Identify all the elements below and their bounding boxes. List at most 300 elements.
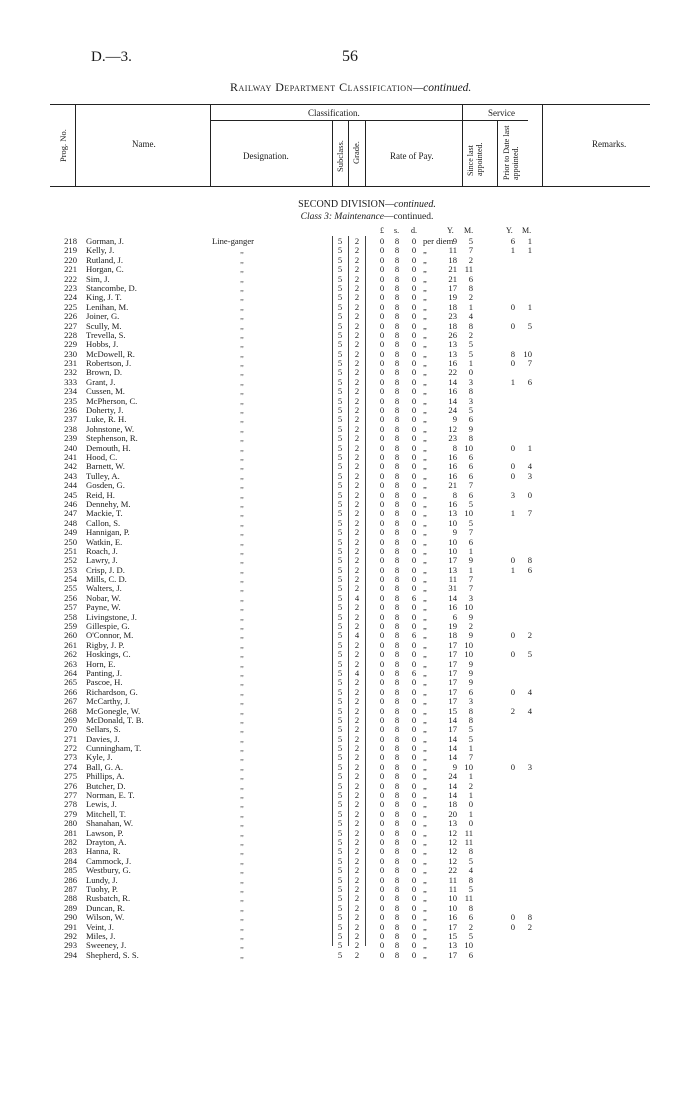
shillings-cell: 8 — [394, 611, 400, 622]
prior-to-date-text: Prior to Date last appointed. — [502, 125, 520, 180]
name-cell: Mackie, T. — [86, 508, 123, 519]
name-cell: Gillespie, G. — [86, 621, 130, 632]
name-cell: McDonald, T. B. — [86, 714, 144, 725]
name-cell: Demouth, H. — [86, 442, 131, 453]
designation-cell: „ — [240, 893, 244, 904]
since-years-cell: 14 — [448, 743, 457, 754]
pounds-cell: 0 — [379, 949, 385, 960]
name-cell: Sellars, S. — [86, 724, 121, 735]
shillings-cell: 8 — [394, 367, 400, 378]
prior-years-cell: 1 — [510, 376, 515, 387]
prog-no-cell: 282 — [64, 837, 77, 847]
designation-cell: „ — [240, 649, 244, 660]
name-cell: Nobar, W. — [86, 592, 121, 603]
name-cell: Rutland, J. — [86, 254, 124, 265]
shillings-cell: 8 — [394, 536, 400, 547]
pounds-cell: 0 — [379, 733, 385, 744]
since-years-cell: 11 — [448, 245, 457, 256]
pence-cell: 0 — [411, 508, 417, 519]
name-cell: Veint, J. — [86, 921, 114, 932]
designation-cell: „ — [240, 790, 244, 801]
since-years-cell: 12 — [448, 423, 457, 434]
subclass-cell: 5 — [337, 837, 343, 847]
subclass-cell: 5 — [337, 639, 343, 650]
shillings-cell: 8 — [394, 292, 400, 303]
pence-cell: 0 — [411, 705, 417, 716]
name-cell: Kelly, J. — [86, 245, 115, 256]
subclass-cell: 5 — [337, 818, 343, 829]
since-months-cell: 4 — [468, 865, 473, 876]
per-cell: „ — [423, 574, 427, 585]
pence-cell: 0 — [411, 358, 417, 369]
since-years-cell: 9 — [452, 236, 457, 246]
pence-cell: 0 — [411, 545, 417, 556]
since-years-cell: 24 — [448, 771, 457, 782]
prior-months-cell: 1 — [527, 236, 532, 246]
since-years-cell: 22 — [448, 865, 457, 876]
since-years-cell: 17 — [448, 724, 457, 735]
designation-cell: „ — [240, 386, 244, 397]
grade-cell: 2 — [354, 696, 360, 707]
per-cell: „ — [423, 883, 427, 894]
grade-cell: 4 — [354, 667, 360, 678]
grade-cell: 2 — [354, 649, 360, 660]
grade-cell: 2 — [354, 376, 360, 387]
shillings-cell: 8 — [394, 743, 400, 754]
subclass-cell: 5 — [337, 498, 343, 509]
subclass-cell: 5 — [337, 752, 343, 763]
since-years-cell: 15 — [448, 930, 457, 941]
name-cell: Callon, S. — [86, 517, 121, 528]
designation-cell: „ — [240, 912, 244, 923]
pounds-cell: 0 — [379, 264, 385, 275]
prog-no-cell: 220 — [64, 254, 77, 265]
pounds-cell: 0 — [379, 846, 385, 857]
table-row — [0, 951, 700, 960]
designation-cell: „ — [240, 348, 244, 359]
pence-cell: 0 — [411, 930, 417, 941]
since-years-cell: 16 — [448, 498, 457, 509]
per-cell: „ — [423, 282, 427, 293]
since-years-cell: 31 — [448, 583, 457, 594]
subclass-cell: 5 — [337, 480, 343, 491]
prog-no-cell: 226 — [64, 311, 77, 322]
subclass-cell: 5 — [337, 376, 343, 387]
prog-no-cell: 221 — [64, 264, 77, 275]
prior-years-cell: 8 — [510, 348, 515, 359]
prior-years-cell: 0 — [510, 921, 515, 932]
since-years-cell: 14 — [448, 376, 457, 387]
pounds-cell: 0 — [379, 311, 385, 322]
name-cell: Scully, M. — [86, 320, 122, 331]
per-cell: „ — [423, 949, 427, 960]
since-months-cell: 6 — [468, 451, 473, 462]
since-months-cell: 7 — [468, 583, 473, 594]
since-months-cell: 2 — [468, 254, 473, 265]
name-cell: Rigby, J. P. — [86, 639, 125, 650]
since-months-cell: 6 — [468, 273, 473, 284]
since-years-cell: 16 — [448, 912, 457, 923]
remarks-heading: Remarks. — [592, 139, 627, 149]
designation-cell: „ — [240, 761, 244, 772]
designation-cell: „ — [240, 874, 244, 885]
col-rule-4 — [348, 120, 349, 186]
pounds-cell: 0 — [379, 367, 385, 378]
per-cell: „ — [423, 818, 427, 829]
subclass-cell: 5 — [337, 649, 343, 660]
designation-cell: „ — [240, 414, 244, 425]
pence-cell: 0 — [411, 639, 417, 650]
unit-months-1: M. — [464, 226, 474, 235]
since-months-cell: 9 — [468, 677, 473, 688]
designation-cell: „ — [240, 329, 244, 340]
subclass-cell: 5 — [337, 470, 343, 481]
prog-no-cell: 259 — [64, 621, 77, 632]
designation-cell: „ — [240, 320, 244, 331]
shillings-cell: 8 — [394, 451, 400, 462]
subclass-cell: 5 — [337, 874, 343, 885]
prior-months-cell: 8 — [527, 912, 532, 923]
since-months-cell: 10 — [464, 639, 473, 650]
shillings-cell: 8 — [394, 423, 400, 434]
shillings-cell: 8 — [394, 771, 400, 782]
pounds-cell: 0 — [379, 442, 385, 453]
grade-cell: 2 — [354, 367, 360, 378]
designation-cell: „ — [240, 536, 244, 547]
grade-cell: 2 — [354, 705, 360, 716]
since-months-cell: 6 — [468, 686, 473, 697]
shillings-cell: 8 — [394, 799, 400, 810]
since-months-cell: 6 — [468, 461, 473, 472]
pence-cell: 0 — [411, 837, 417, 847]
since-months-cell: 8 — [468, 433, 473, 444]
since-months-cell: 7 — [468, 480, 473, 491]
grade-cell: 2 — [354, 433, 360, 444]
name-cell: Stancombe, D. — [86, 282, 137, 293]
pounds-cell: 0 — [379, 940, 385, 951]
prior-months-cell: 2 — [527, 921, 532, 932]
since-months-cell: 6 — [468, 470, 473, 481]
designation-cell: „ — [240, 470, 244, 481]
per-cell: „ — [423, 301, 427, 312]
pounds-cell: 0 — [379, 517, 385, 528]
name-cell: Robertson, J. — [86, 358, 132, 369]
pence-cell: 0 — [411, 771, 417, 782]
pounds-cell: 0 — [379, 837, 385, 847]
pence-cell: 0 — [411, 846, 417, 857]
name-cell: Grant, J. — [86, 376, 116, 387]
subclass-cell: 5 — [337, 264, 343, 275]
grade-cell: 2 — [354, 527, 360, 538]
subclass-cell: 5 — [337, 282, 343, 293]
since-months-cell: 7 — [468, 752, 473, 763]
per-cell: „ — [423, 743, 427, 754]
pounds-cell: 0 — [379, 245, 385, 256]
pounds-cell: 0 — [379, 874, 385, 885]
shillings-cell: 8 — [394, 677, 400, 688]
since-months-cell: 3 — [468, 376, 473, 387]
shillings-cell: 8 — [394, 846, 400, 857]
prior-years-cell: 0 — [510, 320, 515, 331]
pounds-cell: 0 — [379, 329, 385, 340]
shillings-cell: 8 — [394, 236, 400, 246]
per-cell: „ — [423, 311, 427, 322]
designation-cell: „ — [240, 865, 244, 876]
subclass-cell: 5 — [337, 921, 343, 932]
header-top-rule — [50, 104, 650, 105]
pence-cell: 0 — [411, 414, 417, 425]
prog-no-cell: 272 — [64, 743, 77, 754]
subclass-cell: 5 — [337, 714, 343, 725]
grade-cell: 2 — [354, 282, 360, 293]
prog-no-cell: 266 — [64, 686, 77, 697]
col-rule-8 — [542, 104, 543, 186]
designation-cell: „ — [240, 837, 244, 847]
prior-years-cell: 6 — [510, 236, 515, 246]
since-years-cell: 8 — [452, 489, 457, 500]
pounds-cell: 0 — [379, 489, 385, 500]
name-cell: Hood, C. — [86, 451, 118, 462]
subclass-cell: 5 — [337, 705, 343, 716]
prog-no-cell: 248 — [64, 517, 77, 528]
subclass-cell: 5 — [337, 827, 343, 838]
subclass-cell: 5 — [337, 301, 343, 312]
prog-no-cell: 268 — [64, 705, 77, 716]
prior-years-cell: 0 — [510, 761, 515, 772]
designation-cell: „ — [240, 358, 244, 369]
shillings-cell: 8 — [394, 405, 400, 416]
name-cell: Pascoe, H. — [86, 677, 123, 688]
since-years-cell: 13 — [448, 940, 457, 951]
pounds-cell: 0 — [379, 461, 385, 472]
prog-no-cell: 257 — [64, 602, 77, 613]
pounds-cell: 0 — [379, 395, 385, 406]
subclass-cell: 5 — [337, 930, 343, 941]
pence-cell: 6 — [411, 592, 417, 603]
shillings-cell: 8 — [394, 245, 400, 256]
since-years-cell: 12 — [448, 855, 457, 866]
per-cell: „ — [423, 865, 427, 876]
division-heading — [17, 199, 700, 210]
pence-cell: 6 — [411, 667, 417, 678]
since-months-cell: 9 — [468, 667, 473, 678]
shillings-cell: 8 — [394, 752, 400, 763]
subclass-heading: Subclass. — [335, 140, 345, 172]
since-years-cell: 19 — [448, 292, 457, 303]
pounds-cell: 0 — [379, 883, 385, 894]
prog-no-cell: 242 — [64, 461, 77, 472]
pence-cell: 0 — [411, 686, 417, 697]
shillings-cell: 8 — [394, 930, 400, 941]
shillings-cell: 8 — [394, 733, 400, 744]
pounds-cell: 0 — [379, 545, 385, 556]
pounds-cell: 0 — [379, 761, 385, 772]
grade-cell: 2 — [354, 480, 360, 491]
designation-cell: „ — [240, 686, 244, 697]
subclass-cell: 5 — [337, 799, 343, 810]
grade-cell: 2 — [354, 677, 360, 688]
shillings-cell: 8 — [394, 583, 400, 594]
grade-cell: 2 — [354, 451, 360, 462]
prog-no-cell: 232 — [64, 367, 77, 378]
prog-no-cell: 261 — [64, 639, 77, 650]
shillings-cell: 8 — [394, 639, 400, 650]
per-cell: „ — [423, 621, 427, 632]
shillings-cell: 8 — [394, 480, 400, 491]
designation-cell: „ — [240, 574, 244, 585]
prior-years-cell: 3 — [510, 489, 515, 500]
pounds-cell: 0 — [379, 320, 385, 331]
subclass-cell: 5 — [337, 686, 343, 697]
prog-no-cell: 218 — [64, 236, 77, 246]
designation-cell: „ — [240, 630, 244, 641]
grade-cell: 2 — [354, 320, 360, 331]
class-label: Class 3 — [300, 212, 329, 222]
unit-pounds: £ — [380, 226, 384, 235]
since-months-cell: 1 — [468, 564, 473, 575]
prog-no-cell: 281 — [64, 827, 77, 838]
per-cell: „ — [423, 790, 427, 801]
pounds-cell: 0 — [379, 592, 385, 603]
shillings-cell: 8 — [394, 902, 400, 913]
per-cell: „ — [423, 611, 427, 622]
subclass-cell: 5 — [337, 771, 343, 782]
pounds-cell: 0 — [379, 480, 385, 491]
since-months-cell: 5 — [468, 883, 473, 894]
subclass-cell: 5 — [337, 451, 343, 462]
prog-no-cell: 278 — [64, 799, 77, 810]
grade-cell: 2 — [354, 724, 360, 735]
shillings-cell: 8 — [394, 912, 400, 923]
per-cell: „ — [423, 696, 427, 707]
pence-cell: 0 — [411, 433, 417, 444]
subclass-cell: 5 — [337, 564, 343, 575]
designation-cell: „ — [240, 564, 244, 575]
name-cell: Walters, J. — [86, 583, 122, 594]
since-months-cell: 1 — [468, 545, 473, 556]
prog-no-cell: 250 — [64, 536, 77, 547]
shillings-cell: 8 — [394, 724, 400, 735]
since-months-cell: 2 — [468, 921, 473, 932]
since-years-cell: 16 — [448, 386, 457, 397]
designation-cell: „ — [240, 611, 244, 622]
pounds-cell: 0 — [379, 236, 385, 246]
prior-months-cell: 7 — [527, 358, 532, 369]
name-cell: Brown, D. — [86, 367, 123, 378]
per-cell: „ — [423, 517, 427, 528]
pounds-cell: 0 — [379, 658, 385, 669]
prog-no-cell: 294 — [64, 949, 77, 960]
since-months-cell: 11 — [464, 827, 473, 838]
subclass-cell: 5 — [337, 761, 343, 772]
per-cell: „ — [423, 912, 427, 923]
name-cell: McCarthy, J. — [86, 696, 131, 707]
shillings-cell: 8 — [394, 470, 400, 481]
grade-cell: 2 — [354, 602, 360, 613]
grade-cell: 2 — [354, 771, 360, 782]
pounds-cell: 0 — [379, 677, 385, 688]
subclass-cell: 5 — [337, 912, 343, 923]
since-months-cell: 7 — [468, 574, 473, 585]
pence-cell: 0 — [411, 386, 417, 397]
pounds-cell: 0 — [379, 583, 385, 594]
designation-cell: „ — [240, 254, 244, 265]
prog-no-cell: 263 — [64, 658, 77, 669]
grade-cell: 2 — [354, 236, 360, 246]
per-cell: „ — [423, 442, 427, 453]
designation-cell: „ — [240, 714, 244, 725]
subclass-cell: 5 — [337, 405, 343, 416]
name-cell: Watkin, E. — [86, 536, 123, 547]
grade-cell: 2 — [354, 517, 360, 528]
prog-no-cell: 256 — [64, 592, 77, 603]
since-months-cell: 5 — [468, 517, 473, 528]
per-cell: „ — [423, 771, 427, 782]
pence-cell: 0 — [411, 724, 417, 735]
prog-no-cell: 279 — [64, 808, 77, 819]
since-years-cell: 16 — [448, 451, 457, 462]
per-cell: „ — [423, 940, 427, 951]
subclass-cell: 5 — [337, 461, 343, 472]
per-cell: „ — [423, 893, 427, 904]
pence-cell: 0 — [411, 780, 417, 791]
since-years-cell: 9 — [452, 761, 457, 772]
name-cell: Cammock, J. — [86, 855, 132, 866]
since-years-cell: 22 — [448, 367, 457, 378]
grade-cell: 2 — [354, 799, 360, 810]
shillings-cell: 8 — [394, 254, 400, 265]
shillings-cell: 8 — [394, 433, 400, 444]
name-cell: Cunningham, T. — [86, 743, 142, 754]
designation-cell: „ — [240, 339, 244, 350]
subclass-cell: 5 — [337, 423, 343, 434]
name-cell: Miles, J. — [86, 930, 116, 941]
shillings-cell: 8 — [394, 592, 400, 603]
name-cell: Reid, H. — [86, 489, 115, 500]
pounds-cell: 0 — [379, 827, 385, 838]
pence-cell: 0 — [411, 827, 417, 838]
subclass-cell: 5 — [337, 808, 343, 819]
prior-years-cell: 0 — [510, 555, 515, 566]
since-months-cell: 5 — [468, 339, 473, 350]
prog-no-cell: 286 — [64, 874, 77, 885]
per-cell: „ — [423, 358, 427, 369]
prior-months-cell: 3 — [527, 761, 532, 772]
subclass-cell: 5 — [337, 940, 343, 951]
grade-cell: 2 — [354, 273, 360, 284]
name-cell: Shepherd, S. S. — [86, 949, 139, 960]
pounds-cell: 0 — [379, 630, 385, 641]
per-cell: „ — [423, 264, 427, 275]
designation-cell: „ — [240, 433, 244, 444]
grade-cell: 2 — [354, 621, 360, 632]
per-cell: „ — [423, 780, 427, 791]
subclass-cell: 5 — [337, 414, 343, 425]
prog-no-cell: 229 — [64, 339, 77, 350]
per-cell: „ — [423, 649, 427, 660]
since-years-cell: 21 — [448, 480, 457, 491]
subclass-cell: 5 — [337, 611, 343, 622]
prog-no-cell: 274 — [64, 761, 77, 772]
prior-months-cell: 7 — [527, 508, 532, 519]
prior-years-cell: 1 — [510, 245, 515, 256]
designation-cell: „ — [240, 395, 244, 406]
since-years-cell: 11 — [448, 874, 457, 885]
pence-cell: 0 — [411, 301, 417, 312]
subclass-cell: 5 — [337, 667, 343, 678]
pounds-cell: 0 — [379, 705, 385, 716]
designation-cell: „ — [240, 621, 244, 632]
